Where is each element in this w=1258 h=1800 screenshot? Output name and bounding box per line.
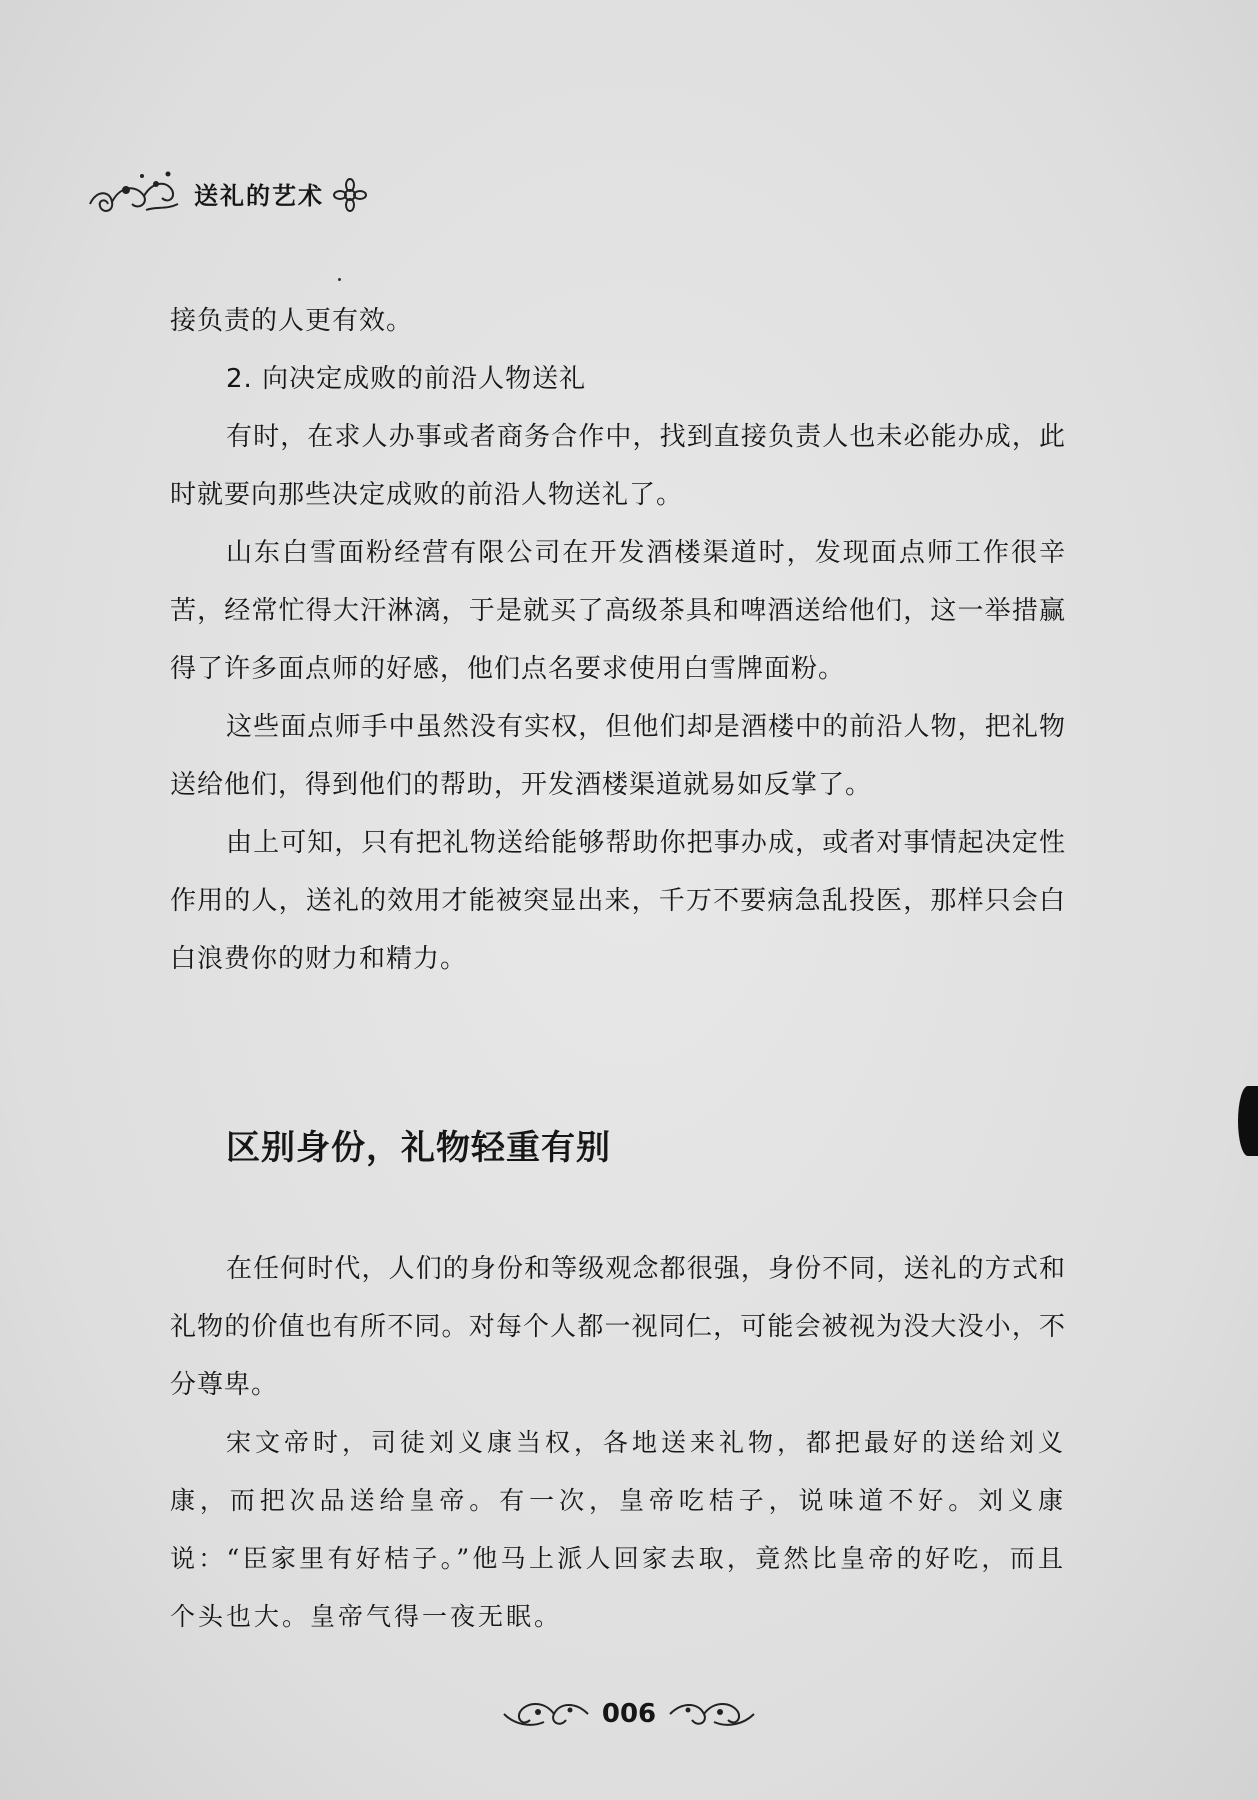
scroll-ornament-icon [500,1694,592,1734]
section-title: 区别身份，礼物轻重有别 [226,1128,611,1168]
paragraph: 这些面点师手中虽然没有实权，但他们却是酒楼中的前沿人物，把礼物送给他们，得到他们的帮助，开发酒楼渠道就易如反掌了。 [170,712,1066,800]
running-header [86,160,372,220]
page-number: 006 [601,1699,657,1729]
binding-hole [1238,1086,1258,1156]
page-footer [0,1694,1258,1734]
header-title: 送礼的艺术 [194,181,324,210]
quoted-story: 宋文帝时，司徒刘义康当权，各地送来礼物，都把最好的送给刘义康，而把次品送给皇帝。有一次，皇帝吃桔子，说味道不好。刘义康说：“臣家里有好桔子。”他马上派人回家去取，竟然比皇帝的好吃，而且个头也大。皇帝气得一夜无眠。 [170,1428,1066,1631]
section-2 [170,1240,1066,1646]
scroll-ornament-icon [666,1694,758,1734]
print-speck [338,278,341,281]
paragraph: 由上可知，只有把礼物送给能够帮助你把事办成，或者对事情起决定性作用的人，送礼的效用才能被突显出来，千万不要病急乱投医，那样只会白白浪费你的财力和精力。 [170,828,1066,974]
section-1 [170,292,1066,988]
floral-vine-icon [86,160,186,220]
paragraph: 接负责的人更有效。 [170,306,414,336]
subheading: 2. 向决定成败的前沿人物送礼 [226,364,587,394]
paragraph: 山东白雪面粉经营有限公司在开发酒楼渠道时，发现面点师工作很辛苦，经常忙得大汗淋漓，于是就买了高级茶具和啤酒送给他们，这一举措赢得了许多面点师的好感，他们点名要求使用白雪牌面粉。 [170,538,1066,684]
paragraph: 有时，在求人办事或者商务合作中，找到直接负责人也未必能办成，此时就要向那些决定成败的前沿人物送礼了。 [170,422,1066,510]
floral-flower-icon [328,177,372,213]
paragraph: 在任何时代，人们的身份和等级观念都很强，身份不同，送礼的方式和礼物的价值也有所不同。对每个人都一视同仁，可能会被视为没大没小，不分尊卑。 [170,1254,1066,1400]
